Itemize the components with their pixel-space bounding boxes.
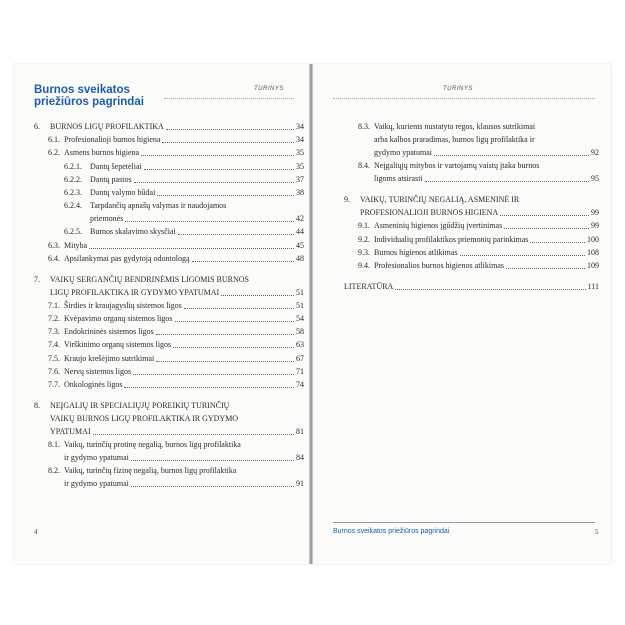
dot-leader	[89, 248, 294, 249]
toc-entry-number: 8.2.	[48, 466, 60, 476]
toc-entry-number: 7.4.	[48, 340, 60, 350]
toc-entry	[34, 367, 304, 377]
toc-entry-page: 34	[296, 122, 304, 131]
toc-entry-page: 71	[296, 366, 304, 376]
toc-entry-title: Virškinimo organų sistemos ligos	[64, 340, 172, 350]
header-rule	[333, 98, 595, 99]
table-of-contents	[34, 122, 304, 489]
toc-entry-text-line: Vaikų, turinčių fizinę negalią, burnos ligų profilaktika	[64, 466, 237, 476]
toc-entry-title: LITERATŪRA	[344, 281, 394, 291]
toc-entry-number: 6.2.4.	[64, 201, 82, 211]
toc-entry-title: Mityba	[64, 240, 88, 250]
toc-entry-page: 48	[296, 253, 304, 263]
dot-leader	[425, 181, 589, 182]
toc-entry-page: 84	[296, 453, 304, 463]
toc-entry-page: 35	[296, 161, 304, 171]
running-head: TURINYS	[443, 86, 473, 92]
toc-entry	[34, 188, 304, 198]
toc-entry-page: 54	[296, 314, 304, 324]
toc-entry	[34, 135, 304, 145]
toc-entry-page: 58	[296, 327, 304, 337]
dot-leader	[133, 374, 294, 375]
toc-entry-page: 67	[296, 353, 304, 363]
toc-entry-title: Dantų valymo būdai	[90, 187, 156, 197]
toc-entry	[34, 314, 304, 324]
toc-entry-page: 100	[587, 234, 599, 244]
dot-leader	[131, 486, 294, 487]
toc-entry-title: Dantų pastos	[90, 174, 132, 184]
dot-leader	[221, 295, 294, 296]
toc-entry-title: Nervų sistemos ligos	[64, 366, 132, 376]
toc-entry-title: Kvėpavimo organų sistemos ligos	[64, 314, 173, 324]
toc-entry-title: LIGŲ PROFILAKTIKA IR GYDYMO YPATUMAI	[50, 287, 220, 297]
toc-entry-page: 38	[296, 187, 304, 197]
toc-entry-number: 7.	[34, 274, 40, 284]
toc-entry-page: 63	[296, 340, 304, 350]
toc-entry	[344, 221, 599, 231]
toc-entry-page: 95	[591, 174, 599, 184]
toc-entry-text-line: VAIKŲ, TURINČIŲ NEGALIĄ, ASMENINĖ IR	[360, 195, 520, 205]
toc-entry-title: gydymo ypatumai	[374, 148, 432, 157]
toc-entry-number: 8.	[34, 401, 40, 410]
dot-leader	[166, 129, 294, 130]
toc-entry-title: Endokrininės sistemos ligos	[64, 327, 154, 337]
dot-leader	[173, 347, 294, 348]
brand-line-1: Burnos sveikatos	[34, 84, 130, 96]
toc-entry-title: BURNOS LIGŲ PROFILAKTIKA	[50, 122, 164, 131]
toc-entry-number: 7.2.	[48, 314, 60, 324]
dot-leader	[141, 155, 294, 156]
toc-entry-page: 99	[591, 221, 599, 231]
toc-entry-page: 99	[591, 208, 599, 218]
toc-entry-title: Dantų šepetėliai	[90, 161, 142, 171]
dot-leader	[192, 261, 294, 262]
toc-entry	[34, 254, 304, 264]
toc-entry-number: 7.7.	[48, 380, 60, 389]
toc-entry	[344, 195, 599, 218]
toc-entry-number: 9.2.	[358, 234, 370, 244]
toc-entry	[34, 122, 304, 132]
toc-entry-title: YPATUMAI	[50, 427, 91, 436]
toc-entry	[34, 466, 304, 489]
toc-entry	[34, 401, 304, 437]
page-number: 4	[34, 528, 38, 536]
dot-leader	[124, 387, 294, 388]
toc-entry-title: Burnos skalavimo skysčiai	[90, 227, 176, 237]
dot-leader	[144, 169, 294, 170]
toc-entry-title: ir gydymo ypatumai	[64, 479, 129, 489]
toc-entry-number: 6.2.3.	[64, 187, 82, 197]
toc-entry-number: 6.1.	[48, 135, 60, 145]
toc-entry-number: 9.3.	[358, 247, 370, 257]
dot-leader	[157, 195, 294, 196]
toc-entry-page: 109	[587, 260, 599, 270]
toc-entry-number: 6.3.	[48, 240, 60, 250]
dot-leader	[504, 228, 589, 229]
toc-entry	[344, 282, 599, 292]
toc-entry-page: 51	[296, 300, 304, 310]
toc-entry-number: 8.3.	[358, 122, 370, 131]
toc-entry	[344, 161, 599, 184]
dot-leader	[125, 221, 294, 222]
toc-entry-number: 6.2.	[48, 148, 60, 158]
toc-entry-title: Burnos higienos atlikimas	[374, 247, 458, 257]
toc-entry-page: 108	[587, 247, 599, 257]
toc-entry	[34, 275, 304, 298]
dot-leader	[500, 215, 589, 216]
footer-brand: Burnos sveikatos priežiūros pagrindai	[333, 528, 450, 535]
toc-entry-number: 6.	[34, 122, 40, 131]
toc-entry	[34, 301, 304, 311]
dot-leader	[184, 308, 294, 309]
brand-line-2: priežiūros pagrindai	[34, 96, 144, 108]
dot-leader	[460, 255, 585, 256]
dot-leader	[506, 268, 585, 269]
toc-entry	[34, 148, 304, 158]
toc-entry-text-line: Tarpdančių apnašų valymas ir naudojamos	[90, 201, 227, 211]
dot-leader	[131, 460, 294, 461]
header-rule	[164, 98, 294, 99]
table-of-contents	[344, 122, 599, 292]
toc-entry-number: 9.	[344, 195, 350, 205]
running-head: TURINYS	[254, 86, 284, 92]
toc-entry-number: 7.5.	[48, 353, 60, 363]
toc-entry-number: 9.4.	[358, 260, 370, 270]
toc-entry-text-line: Vaikų, kuriems nustatyta regos, klausos sutrikimai	[374, 122, 536, 131]
toc-entry-text-line: Neįgaliųjų mitybos ir vartojamų vaistų įtaka burnos	[374, 161, 540, 171]
dot-leader	[93, 434, 294, 435]
dot-leader	[395, 289, 585, 290]
toc-entry-text-line: VAIKŲ SERGANČIŲ BENDRINĖMIS LIGOMIS BURNOS	[50, 274, 249, 284]
toc-entry-number: 9.1.	[358, 221, 370, 231]
toc-entry-title: Asmeninių higienos įgūdžių įvertinimas	[374, 221, 503, 231]
toc-entry	[344, 261, 599, 271]
toc-entry-page: 45	[296, 240, 304, 250]
toc-entry-number: 8.4.	[358, 161, 370, 171]
toc-entry-text-line: VAIKŲ BURNOS LIGŲ PROFILAKTIKA IR GYDYMO	[50, 414, 239, 423]
toc-entry-title: Apsilankymai pas gydytoją odontologą	[64, 253, 190, 263]
toc-entry	[34, 175, 304, 185]
toc-entry-number: 6.2.5.	[64, 227, 82, 237]
dot-leader	[134, 182, 294, 183]
toc-entry-page: 37	[296, 174, 304, 184]
toc-entry-page: 111	[587, 281, 599, 291]
toc-entry-page: 91	[296, 479, 304, 489]
toc-entry-title: Individualių profilaktikos priemonių parinkimas	[374, 234, 529, 244]
toc-entry-page: 34	[296, 135, 304, 145]
book-brand-title	[34, 84, 144, 108]
toc-entry	[34, 440, 304, 463]
toc-entry-page: 42	[296, 214, 304, 224]
right-page	[313, 64, 611, 564]
toc-entry-number: 7.1.	[48, 300, 60, 310]
toc-entry-page: 44	[296, 227, 304, 237]
dot-leader	[175, 321, 294, 322]
dot-leader	[156, 334, 294, 335]
toc-entry-number: 6.4.	[48, 253, 60, 263]
toc-entry	[34, 227, 304, 237]
toc-entry	[344, 248, 599, 258]
toc-entry	[344, 122, 599, 158]
toc-entry-title: Asmens burnos higiena	[64, 148, 140, 158]
toc-entry-text-line: arba kalbos praradimas, burnos ligų profilaktika ir	[374, 135, 535, 144]
toc-entry-title: Onkologinės ligos	[64, 380, 123, 389]
dot-leader	[178, 234, 294, 235]
toc-entry	[34, 241, 304, 251]
toc-entry	[34, 380, 304, 390]
toc-entry	[34, 162, 304, 172]
toc-entry-page: 74	[296, 380, 304, 389]
toc-entry-text-line: Vaikų, turinčių protinę negalią, burnos ligų profilaktika	[64, 440, 241, 450]
toc-entry-text-line: NEĮGALIŲ IR SPECIALIŲJŲ POREIKIŲ TURINČIŲ	[50, 401, 230, 410]
toc-entry-number: 8.1.	[48, 440, 60, 450]
toc-entry	[344, 235, 599, 245]
toc-entry-number: 6.2.2.	[64, 174, 82, 184]
dot-leader	[156, 361, 294, 362]
open-book	[14, 64, 611, 564]
toc-entry-title: Kraujo krešėjimo sutrikimai	[64, 353, 155, 363]
toc-entry-title: ligoms atsirasti	[374, 174, 423, 184]
toc-entry-number: 7.3.	[48, 327, 60, 337]
dot-leader	[162, 142, 294, 143]
toc-entry-page: 35	[296, 148, 304, 158]
dot-leader	[530, 242, 585, 243]
toc-entry-title: Profesionalioji burnos higiena	[64, 135, 161, 145]
toc-entry-page: 51	[296, 287, 304, 297]
left-page	[14, 64, 310, 564]
toc-entry-title: Širdies ir kraujagyslių sistemos ligos	[64, 300, 182, 310]
toc-entry-title: ir gydymo ypatumai	[64, 453, 129, 463]
footer-rule	[333, 522, 595, 523]
toc-entry-title: PROFESIONALIOJI BURNOS HIGIENA	[360, 208, 499, 218]
toc-entry	[34, 354, 304, 364]
toc-entry	[34, 327, 304, 337]
toc-entry-page: 81	[296, 427, 304, 436]
toc-entry-title: priemonės	[90, 214, 124, 224]
page-number: 5	[595, 528, 599, 536]
toc-entry-number: 6.2.1.	[64, 161, 82, 171]
toc-entry-number: 7.6.	[48, 366, 60, 376]
toc-entry-page: 92	[591, 148, 599, 157]
toc-entry	[34, 340, 304, 350]
toc-entry-title: Profesionalios burnos higienos atlikimas	[374, 260, 504, 270]
toc-entry	[34, 201, 304, 224]
dot-leader	[434, 155, 589, 156]
